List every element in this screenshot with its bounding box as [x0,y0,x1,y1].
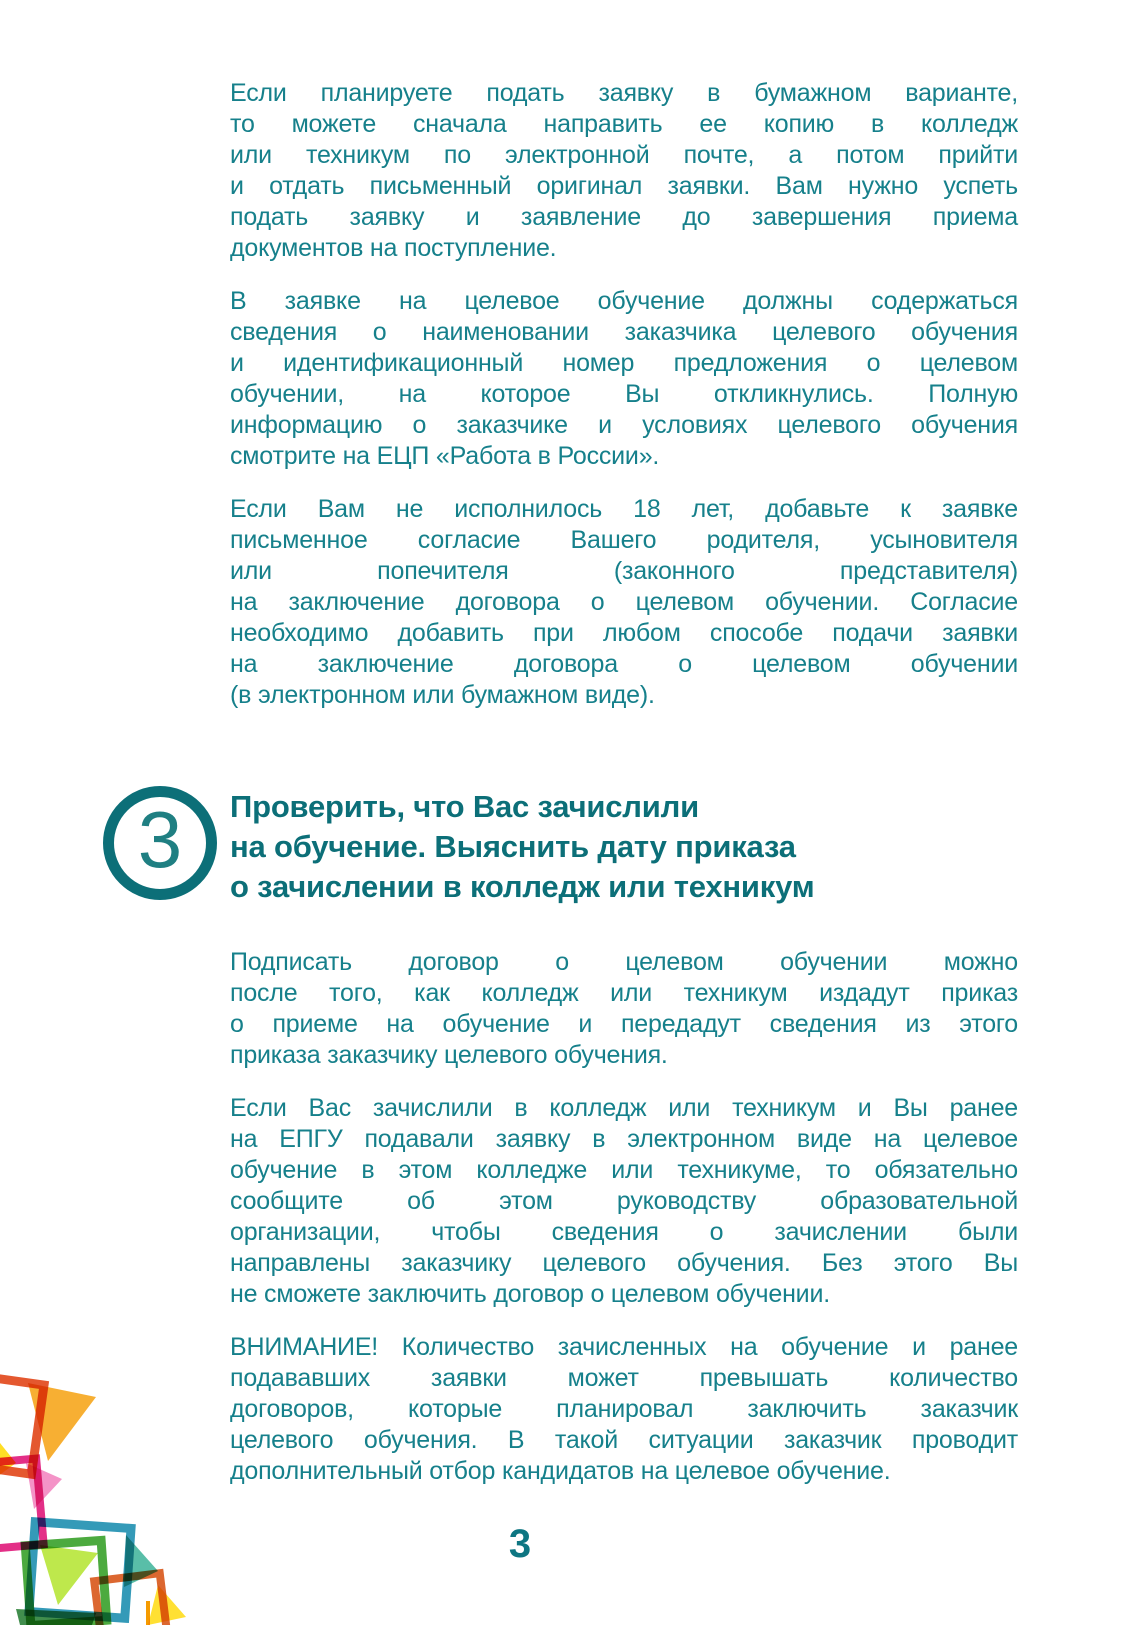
intro-paragraph-3: Если Вам не исполнилось 18 лет, добавьте к заявке письменное согласие Вашего родителя, усыновителя или попечителя (законного представителя) на заключение договора о целевом обучении. Согласие необходимо добавить при любом способе подачи заявки на заключение договора о целевом обучении (в электронном или бумажном виде). [230,495,1018,709]
step-3-header [230,787,1018,907]
step-paragraph-3: ВНИМАНИЕ! Количество зачисленных на обучение и ранее подававших заявки может превышать количество договоров, которые планировал заключить заказчик целевого обучения. В такой ситуации заказчик проводит дополнительный отбор кандидатов на целевое обучение. [230,1333,1018,1485]
step-heading: Проверить, что Вас зачислили на обучение. Выяснить дату приказа о зачислении в колледж или техникум [230,789,815,904]
content-column [230,78,1018,1487]
step-paragraph-1: Подписать договор о целевом обучении можно после того, как колледж или техникум издадут приказ о приеме на обучение и передадут сведения из этого приказа заказчику целевого обучения. [230,948,1018,1069]
decorative-squares-graphic [0,1313,210,1625]
orange-tick [146,1601,150,1625]
pink-triangle [26,1463,62,1509]
intro-paragraph-2: В заявке на целевое обучение должны содержаться сведения о наименовании заказчика целевого обучения и идентификационный номер предложения о целевом обучении, на которое Вы откликнулись. Полную информацию о заказчике и условиях целевого обучения смотрите на ЕЦП «Работа в России». [230,287,1018,470]
lime-triangle [40,1545,98,1605]
intro-paragraph-1: Если планируете подать заявку в бумажном варианте, то можете сначала направить ее копию в колледж или техникум по электронной почте, а потом прийти и отдать письменный оригинал заявки. Вам нужно успеть подать заявку и заявление до завершения приема документов на поступление. [230,79,1018,262]
step-paragraph-2: Если Вас зачислили в колледж или техникум и Вы ранее на ЕПГУ подавали заявку в электронном виде на целевое обучение в этом колледже или техникуме, то обязательно сообщите об этом руководству образовательной организации, чтобы сведения о зачислении были направлены заказчику целевого обучения. Без этого Вы не сможете заключить договор о целевом обучении. [230,1094,1018,1308]
step-number-badge [103,786,217,900]
page-number: 3 [508,1522,532,1566]
step-number: 3 [137,794,183,884]
